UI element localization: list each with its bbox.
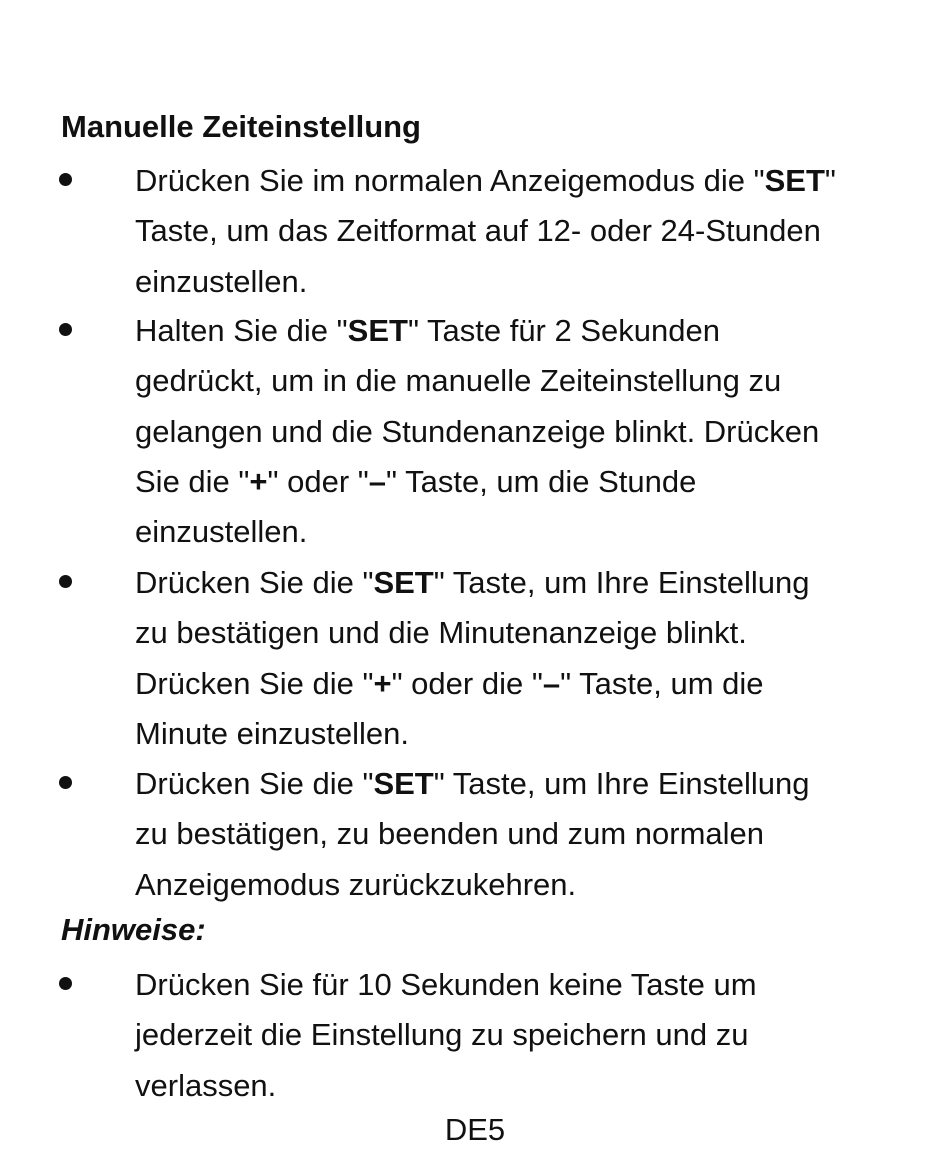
text-segment: " oder ": [267, 463, 369, 499]
bullet-text: [135, 156, 836, 307]
bullet-dot-icon: [59, 575, 72, 588]
text-segment: Drücken Sie die ": [135, 565, 374, 600]
text-line: [135, 659, 810, 709]
text-segment: Drücken Sie im normalen Anzeigemodus die ": [135, 163, 765, 198]
text-line: [135, 1010, 757, 1060]
bullet-dot-icon: [59, 977, 72, 990]
page-number: DE5: [444, 1112, 506, 1147]
text-line: [135, 257, 836, 307]
bold-key-label: SET: [347, 313, 408, 348]
text-segment: gedrückt, um in die manuelle Zeiteinstellung zu: [135, 363, 782, 399]
text-line: [135, 960, 757, 1010]
text-segment: " Taste, um die Stunde: [386, 463, 697, 499]
text-line: [135, 457, 819, 507]
bold-key-label: SET: [764, 163, 825, 198]
text-line: [135, 1061, 757, 1111]
text-line: [135, 306, 819, 356]
bold-key-label: +: [373, 665, 392, 701]
text-line: [135, 759, 810, 809]
text-line: [135, 608, 810, 658]
text-line: [135, 507, 819, 557]
text-segment: Halten Sie die ": [135, 313, 348, 348]
text-line: [135, 709, 810, 759]
bullet-text: [135, 759, 810, 910]
bullet-dot-icon: [59, 323, 72, 336]
text-segment: jederzeit die Einstellung zu speichern und zu: [135, 1017, 749, 1053]
text-segment: " Taste, um die: [560, 665, 764, 701]
text-segment: " oder die ": [391, 665, 543, 701]
text-line: [135, 809, 810, 859]
text-segment: " Taste für 2 Sekunden: [407, 313, 720, 348]
text-segment: ": [824, 163, 836, 198]
bullet-text: [135, 306, 819, 557]
bold-key-label: SET: [373, 565, 434, 600]
text-segment: Anzeigemodus zurückzukehren.: [135, 866, 577, 902]
bullet-dot-icon: [59, 173, 72, 186]
text-segment: Drücken Sie für 10 Sekunden keine Taste um: [135, 967, 757, 1002]
bullet-text: [135, 558, 810, 759]
section-heading: Manuelle Zeiteinstellung: [61, 109, 421, 144]
text-segment: Minute einzustellen.: [135, 715, 409, 751]
text-line: [135, 860, 810, 910]
text-segment: Drücken Sie die ": [135, 766, 374, 801]
text-line: [135, 356, 819, 406]
text-line: [135, 206, 836, 256]
bold-key-label: –: [368, 463, 387, 499]
text-segment: " Taste, um Ihre Einstellung: [433, 565, 810, 600]
text-segment: zu bestätigen, zu beenden und zum normalen: [135, 816, 765, 852]
text-segment: gelangen und die Stundenanzeige blinkt. Drücken: [135, 413, 820, 449]
text-line: [135, 407, 819, 457]
text-line: [135, 558, 810, 608]
notes-heading: Hinweise:: [61, 912, 206, 947]
text-segment: Taste, um das Zeitformat auf 12- oder 24-Stunden: [135, 213, 821, 249]
text-segment: " Taste, um Ihre Einstellung: [433, 766, 810, 801]
text-segment: zu bestätigen und die Minutenanzeige blinkt.: [135, 615, 747, 651]
text-segment: Sie die ": [135, 463, 250, 499]
text-segment: Drücken Sie die ": [135, 665, 374, 701]
text-segment: einzustellen.: [135, 263, 308, 299]
bold-key-label: SET: [373, 766, 434, 801]
text-line: [135, 156, 836, 206]
bold-key-label: –: [542, 665, 561, 701]
text-segment: verlassen.: [135, 1067, 277, 1103]
bullet-text: [135, 960, 757, 1111]
bold-key-label: +: [249, 463, 268, 499]
text-segment: einzustellen.: [135, 514, 308, 550]
bullet-dot-icon: [59, 776, 72, 789]
